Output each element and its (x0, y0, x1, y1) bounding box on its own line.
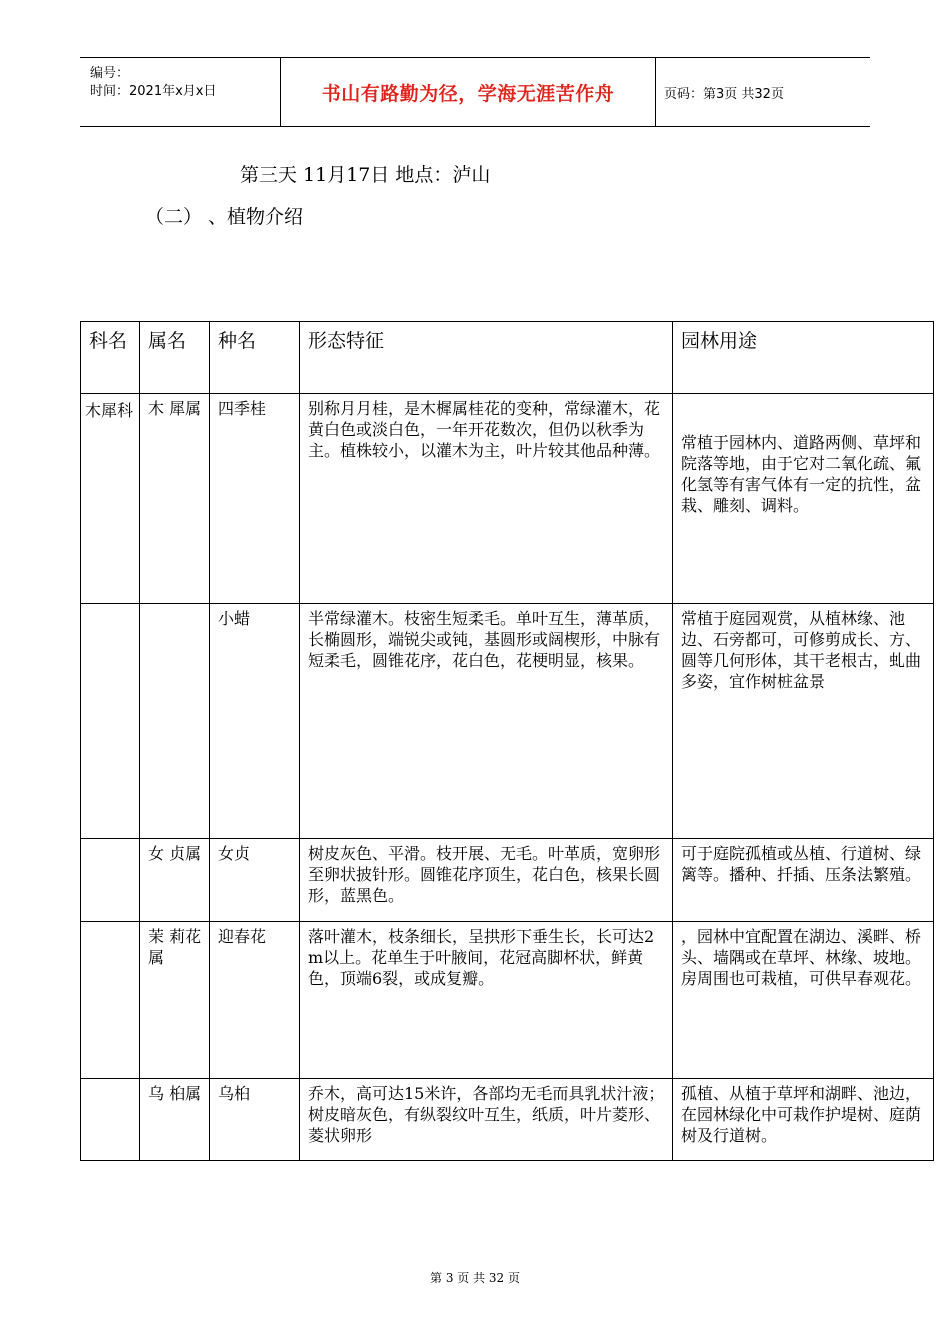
species-cell: 四季桂 (210, 394, 300, 604)
table-row (81, 1079, 934, 1161)
table-row (81, 839, 934, 922)
species-cell: 小蜡 (210, 604, 300, 839)
family-cell-empty (81, 839, 140, 922)
use-cell: 常植于园林内、道路两侧、草坪和院落等地，由于它对二氧化疏、氟化氢等有害气体有一定的抗性，盆栽、雕刻、调料。 (673, 394, 934, 604)
section-heading: （二） 、植物介绍 (145, 206, 304, 228)
col-header-genus: 属名 (140, 322, 210, 394)
table-header-row (81, 322, 934, 394)
genus-cell: 木 犀属 (140, 394, 210, 604)
use-cell: 可于庭院孤植或丛植、行道树、绿篱等。播种、扦插、压条法繁殖。 (673, 839, 934, 922)
table-row (81, 604, 934, 839)
features-cell: 半常绿灌木。枝密生短柔毛。单叶互生，薄革质，长椭圆形，端锐尖或钝，基圆形或阔楔形，中脉有短柔毛，圆锥花序，花白色，花梗明显，核果。 (300, 604, 673, 839)
species-cell: 乌桕 (210, 1079, 300, 1161)
page-header (80, 57, 870, 127)
plant-table (80, 321, 934, 1161)
features-cell: 别称月月桂，是木樨属桂花的变种，常绿灌木，花黄白色或淡白色，一年开花数次，但仍以秋季为主。植株较小，以灌木为主，叶片较其他品种薄。 (300, 394, 673, 604)
serial-label: 编号： (90, 66, 130, 81)
family-cell-empty (81, 604, 140, 839)
col-header-species: 种名 (210, 322, 300, 394)
header-page-cell (656, 58, 870, 126)
species-cell: 女贞 (210, 839, 300, 922)
header-meta (80, 58, 280, 126)
col-header-use: 园林用途 (673, 322, 934, 394)
header-page-label: 页码：第3页 共32页 (664, 86, 784, 102)
time-label: 时间：2021年x月x日 (90, 84, 217, 99)
species-cell: 迎春花 (210, 922, 300, 1079)
features-cell: 树皮灰色、平滑。枝开展、无毛。叶革质，宽卵形至卵状披针形。圆锥花序顶生，花白色，核果长圆形，蓝黑色。 (300, 839, 673, 922)
use-cell: 孤植、从植于草坪和湖畔、池边，在园林绿化中可栽作护堤树、庭荫树及行道树。 (673, 1079, 934, 1161)
genus-cell (140, 604, 210, 839)
genus-cell: 乌 桕属 (140, 1079, 210, 1161)
features-cell: 落叶灌木，枝条细长，呈拱形下垂生长，长可达2m以上。花单生于叶腋间，花冠高脚杯状，鲜黄色，顶端6裂，或成复瓣。 (300, 922, 673, 1079)
header-motto-cell (280, 58, 656, 126)
genus-cell: 茉 莉花属 (140, 922, 210, 1079)
header-motto: 书山有路勤为径，学海无涯苦作舟 (321, 82, 615, 105)
use-cell: ，园林中宜配置在湖边、溪畔、桥头、墙隅或在草坪、林缘、坡地。房周围也可栽植，可供早春观花。 (673, 922, 934, 1079)
table-row (81, 922, 934, 1079)
col-header-family: 科名 (81, 322, 140, 394)
genus-cell: 女 贞属 (140, 839, 210, 922)
footer-page-number: 第 3 页 共 32 页 (430, 1271, 520, 1285)
family-cell-empty (81, 922, 140, 1079)
use-cell: 常植于庭园观赏，从植林缘、池边、石旁都可，可修剪成长、方、圆等几何形体，其干老根古，虬曲多姿，宜作树桩盆景 (673, 604, 934, 839)
page-footer (0, 1269, 950, 1286)
features-cell: 乔木，高可达15米许，各部均无毛而具乳状汁液；树皮暗灰色，有纵裂纹叶互生，纸质，叶片菱形、菱状卵形 (300, 1079, 673, 1161)
day-location-heading: 第三天 11月17日 地点：泸山 (240, 164, 491, 186)
family-cell-empty (81, 1079, 140, 1161)
col-header-features: 形态特征 (300, 322, 673, 394)
table-row (81, 394, 934, 604)
family-cell: 木犀科 (81, 394, 140, 604)
